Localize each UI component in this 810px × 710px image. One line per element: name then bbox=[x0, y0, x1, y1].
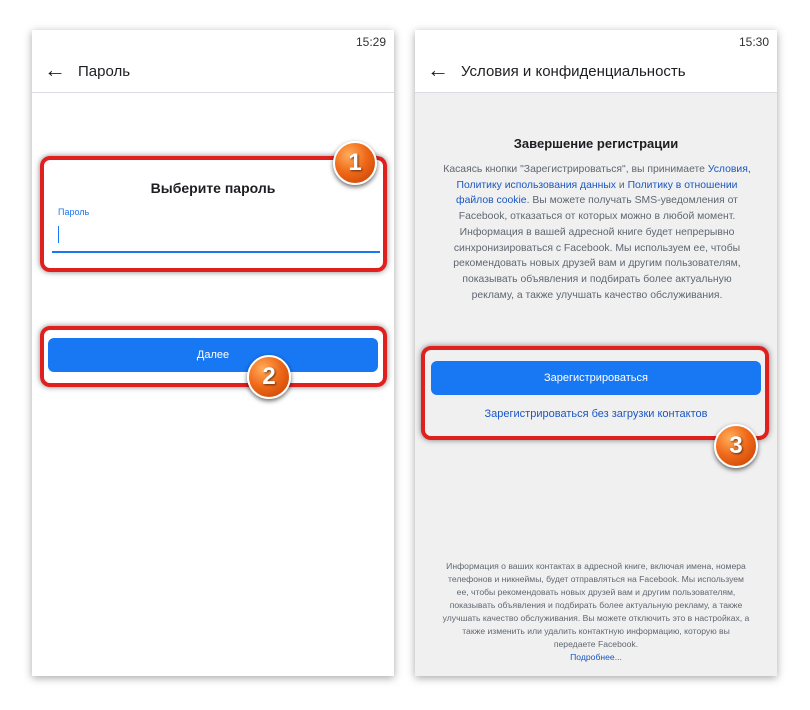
status-time: 15:29 bbox=[355, 35, 386, 49]
learn-more-link[interactable]: Подробнее... bbox=[570, 652, 622, 662]
password-field-label: Пароль bbox=[58, 207, 90, 217]
cookie-policy-link[interactable]: Политику в отношении файлов cookie bbox=[456, 179, 738, 207]
page-title: Условия и конфиденциальность bbox=[461, 63, 686, 80]
complete-registration-heading: Завершение регистрации bbox=[513, 136, 679, 151]
terms-link[interactable]: Условия bbox=[707, 164, 748, 175]
register-without-contacts-link[interactable]: Зарегистрироваться без загрузки контактов bbox=[484, 408, 708, 420]
terms-text-prefix: Касаясь кнопки "Зарегистрироваться", вы принимаете bbox=[443, 164, 705, 175]
app-bar bbox=[32, 52, 394, 93]
data-policy-link[interactable]: Политику использования данных bbox=[456, 179, 617, 191]
step-badge-3: 3 bbox=[714, 424, 758, 468]
status-time: 15:30 bbox=[738, 35, 769, 49]
page-title: Пароль bbox=[78, 63, 131, 80]
contacts-info-footer bbox=[441, 560, 751, 664]
next-button[interactable]: Далее bbox=[48, 338, 378, 372]
highlight-register-buttons bbox=[421, 346, 769, 440]
app-bar bbox=[415, 52, 777, 93]
step-badge-2: 2 bbox=[247, 355, 291, 399]
status-bar bbox=[415, 30, 777, 52]
arrow-left-icon[interactable]: ← bbox=[427, 57, 449, 82]
footer-text: Информация о ваших контактах в адресной книге, включая имена, номера телефонов и никнеймы, будет отправляться на Facebook. Мы используем ее, чтобы рекомендовать новых друзей вам и другим пользователям, показывать объявления и подбирать более актуальную рекламу, а также улучшать качество обслуживания. Вы можете отключить это в настройках, а также изменить или удалить контактную информацию, которую вы передаете Facebook. bbox=[442, 561, 750, 649]
arrow-left-icon[interactable]: ← bbox=[44, 57, 66, 82]
terms-separator: , bbox=[747, 164, 751, 175]
terms-and: и bbox=[616, 179, 628, 191]
step-badge-1: 1 bbox=[333, 141, 377, 185]
choose-password-heading: Выберите пароль bbox=[150, 180, 276, 196]
highlight-next-button bbox=[40, 326, 387, 387]
terms-text-suffix: . Вы можете получать SMS-уведомления от Facebook, отказаться от которых можно в любой момент. Информация в вашей адресной книге будет непрерывно синхронизироваться с Facebook. Мы используем ее, чтобы рекомендовать новых друзей вам и другим пользователям, показывать объявления и подбирать более актуальную рекламу, а также улучшать качество обслуживания. bbox=[453, 195, 741, 301]
terms-paragraph bbox=[441, 162, 753, 303]
register-button[interactable]: Зарегистрироваться bbox=[431, 361, 761, 395]
status-bar bbox=[32, 30, 394, 52]
